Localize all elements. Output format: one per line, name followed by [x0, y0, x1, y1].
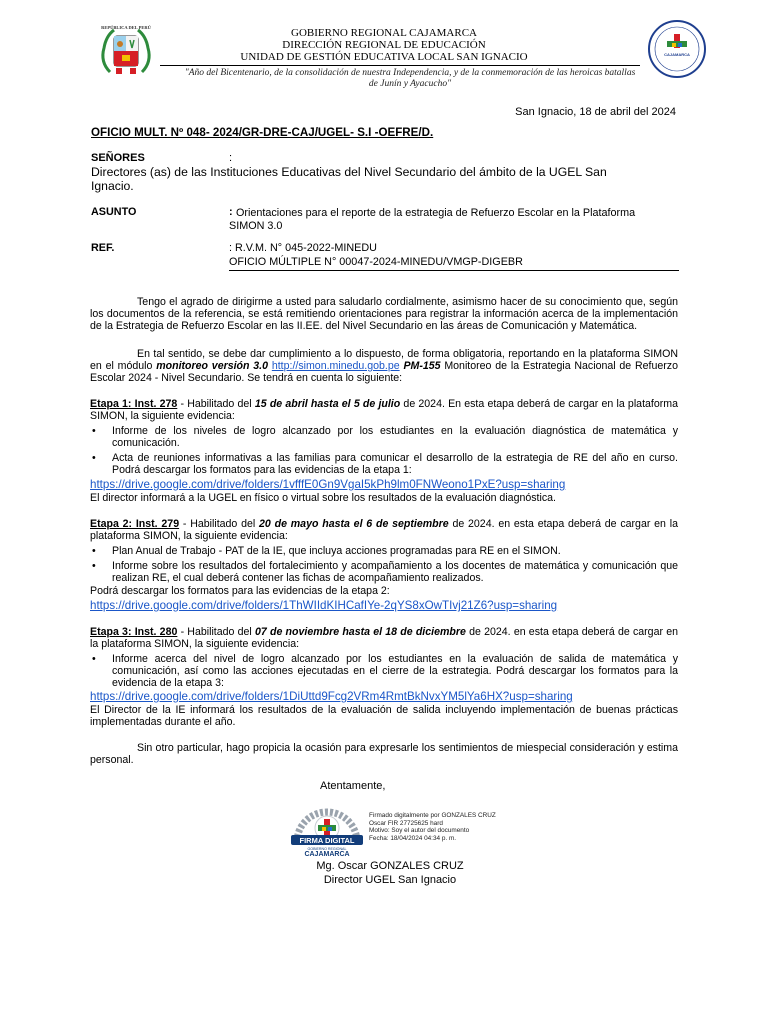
- etapa-1-text-a: - Habilitado del: [177, 398, 255, 410]
- etapa-2-dates: 20 de mayo hasta el 6 de septiembre: [259, 518, 449, 530]
- asunto-line-1: Orientaciones para el reporte de la estrategia de Refuerzo Escolar en la Plataforma: [236, 207, 636, 219]
- signature-info: [369, 812, 496, 842]
- header-line-1: GOBIERNO REGIONAL CAJAMARCA: [291, 27, 477, 39]
- etapa-3-link[interactable]: https://drive.google.com/drive/folders/1DiUttd9Fcg2VRm4RmtBkNvxYM5lYa6HX?usp=sharing: [90, 690, 573, 703]
- oficio-title: OFICIO MULT. Nº 048- 2024/GR-DRE-CAJ/UGEL- S.I -OEFRE/D.: [91, 126, 434, 139]
- header-rule: [160, 65, 640, 66]
- etapa-2-download: Podrá descargar los formatos para las evidencias de la etapa 2:: [90, 585, 390, 597]
- pm-code: PM-155: [403, 360, 441, 372]
- etapa-3-heading: [90, 626, 678, 650]
- digital-signature-badge: [287, 802, 367, 860]
- etapa-1-text-b: de 2024. En esta etapa deberá de cargar en la plataforma SIMON, la siguiente evidencia:: [90, 398, 678, 422]
- etapa-2-bullet-2-text: Informe sobre los resultados del fortalecimiento y acompañamiento a los docentes de matemática y comunicación que realizan RE, el cual deberá contener las fichas de acompañamiento realizados.: [112, 560, 678, 584]
- senores-label: SEÑORES: [91, 152, 145, 164]
- simon-link[interactable]: http://simon.minedu.gob.pe: [271, 360, 400, 372]
- signer-title: Director UGEL San Ignacio: [323, 874, 457, 886]
- signature-info-3: Motivo: Soy el autor del documento: [369, 827, 470, 834]
- logo-caption: CAJAMARCA: [664, 52, 690, 57]
- ref-rule: [229, 270, 679, 271]
- etapa-2-bullet-2: [90, 560, 678, 584]
- farewell-paragraph: Sin otro particular, hago propicia la ocasión para expresarle los sentimientos de miespecial consideración y estima personal.: [90, 742, 678, 766]
- etapa-2-text-b: de 2024. en esta etapa deberá de cargar en la plataforma SIMON, la siguiente evidencia:: [90, 518, 678, 542]
- etapa-2-link[interactable]: https://drive.google.com/drive/folders/1ThWIIdKIHCafIYe-2qYS8xOwTIvj21Z6?usp=sharing: [90, 599, 558, 612]
- seal-caption: REPÚBLICA DEL PERÚ: [101, 25, 151, 30]
- bullet-icon: •: [92, 545, 96, 557]
- intro-text: Tengo el agrado de dirigirme a usted para saludarlo cordialmente, asimismo hacer de su conocimiento que, según los documentos de la referencia, se está remitiendo orientaciones para registrar la información acerca de la implementación de la Estrategia de Refuerzo Escolar en las II.EE. del Nivel Secundario en las áreas de Comunicación y Matemática.: [90, 296, 678, 332]
- bullet-icon: •: [92, 425, 96, 437]
- etapa-3-label: Etapa 3: Inst. 280: [90, 626, 178, 638]
- etapa-1-dates: 15 de abril hasta el 5 de julio: [254, 398, 401, 410]
- asunto-colon: :: [229, 206, 233, 218]
- etapa-1-closing: El director informará a la UGEL en físico o virtual sobre los resultados de la evaluación diagnóstica.: [90, 492, 556, 504]
- etapa-1-bullet-1: [90, 425, 678, 449]
- signer-name: Mg. Oscar GONZALES CRUZ: [316, 860, 464, 872]
- etapa-3-bullet-1-text: Informe acerca del nivel de logro alcanzado por los estudiantes en la evaluación de salida de matemática y comunicación, así como las acciones ejecutadas en el cierre de la estrategia. Podrá descargar los formatos para la evidencia de la etapa 3:: [112, 653, 678, 689]
- etapa-3-closing: El Director de la IE informará los resultados de la evaluación de salida incluyendo implementación de buenas prácticas implementadas durante el año.: [90, 704, 678, 728]
- motto-line-1: "Año del Bicentenario, de la consolidación de nuestra Independencia, y de la conmemoración de las heroicas batallas: [184, 68, 636, 78]
- ref-line-2: OFICIO MÚLTIPLE N° 00047-2024-MINEDU/VMGP-DIGEBR: [229, 256, 523, 268]
- date-line: San Ignacio, 18 de abril del 2024: [515, 106, 676, 118]
- etapa-1-label: Etapa 1: Inst. 278: [90, 398, 178, 410]
- atentamente: Atentamente,: [320, 780, 386, 792]
- signature-info-2: Oscar FIR 27725625 hard: [369, 819, 443, 827]
- etapa-1-bullet-2: [90, 452, 678, 476]
- header-line-3: UNIDAD DE GESTIÓN EDUCATIVA LOCAL SAN IGNACIO: [240, 51, 528, 63]
- etapa-3-text-b: de 2024. en esta etapa deberá de cargar en la plataforma SIMON, la siguiente evidencia:: [90, 626, 678, 650]
- instruction-paragraph: [90, 348, 678, 384]
- etapa-1-bullet-2-text: Acta de reuniones informativas a las familias para comunicar el desarrollo de la estrategia de RE del año en curso. Podrá descargar los formatos para las evidencias de la etapa 1:: [112, 452, 678, 476]
- etapa-1-bullet-1-text: Informe de los niveles de logro alcanzado por los estudiantes en la evaluación diagnóstica de matemática y comunicación.: [112, 425, 678, 449]
- bullet-icon: •: [92, 560, 96, 572]
- signature-info-1: Firmado digitalmente por GONZALES CRUZ: [369, 812, 496, 819]
- etapa-2-bullet-1: [90, 545, 678, 557]
- badge-sub-1: GOBIERNO REGIONAL: [307, 847, 347, 851]
- motto-line-2: de Junín y Ayacucho": [368, 79, 452, 89]
- etapa-2-text-a: - Habilitado del: [179, 518, 260, 530]
- bullet-icon: •: [92, 452, 96, 464]
- etapa-1-heading: [90, 398, 678, 422]
- asunto-label: ASUNTO: [91, 206, 137, 218]
- instruction-text-b: Monitoreo de la Estrategia Nacional de Refuerzo Escolar 2024 - Nivel Secundario. Se tendrá en cuenta lo siguiente:: [90, 360, 678, 384]
- etapa-1-link[interactable]: https://drive.google.com/drive/folders/1vfffE0Gn9VgaI5kPh9lm0FNWeono1PxE?usp=sharing: [90, 478, 566, 491]
- badge-sub-2: CAJAMARCA: [304, 851, 350, 858]
- instruction-text-a: En tal sentido, se debe dar cumplimiento a lo dispuesto, de forma obligatoria, reportando en la plataforma SIMON en el módulo: [90, 348, 678, 372]
- module-name: monitoreo versión 3.0: [156, 360, 269, 372]
- ref-label: REF.: [91, 242, 115, 254]
- senores-text: Directores (as) de las Instituciones Educativas del Nivel Secundario del ámbito de la UGEL San Ignacio.: [91, 165, 607, 193]
- etapa-3-text-a: - Habilitado del: [177, 626, 255, 638]
- etapa-2-label: Etapa 2: Inst. 279: [90, 518, 180, 530]
- etapa-3-bullet-1: [90, 653, 678, 689]
- badge-label: FIRMA DIGITAL: [299, 836, 355, 845]
- etapa-2-heading: [90, 518, 678, 542]
- asunto-line-2: SIMON 3.0: [229, 220, 283, 232]
- bullet-icon: •: [92, 653, 96, 665]
- header-line-2: DIRECCIÓN REGIONAL DE EDUCACIÓN: [282, 39, 486, 51]
- signature-info-4: Fecha: 18/04/2024 04:34 p. m.: [369, 834, 457, 842]
- senores-colon: :: [229, 152, 233, 164]
- ref-line-1: : R.V.M. N° 045-2022-MINEDU: [229, 242, 377, 254]
- etapa-2-bullet-1-text: Plan Anual de Trabajo - PAT de la IE, que incluya acciones programadas para RE en el SIMON.: [112, 545, 561, 557]
- intro-paragraph: [90, 296, 678, 332]
- etapa-3-dates: 07 de noviembre hasta el 18 de diciembre: [254, 626, 466, 638]
